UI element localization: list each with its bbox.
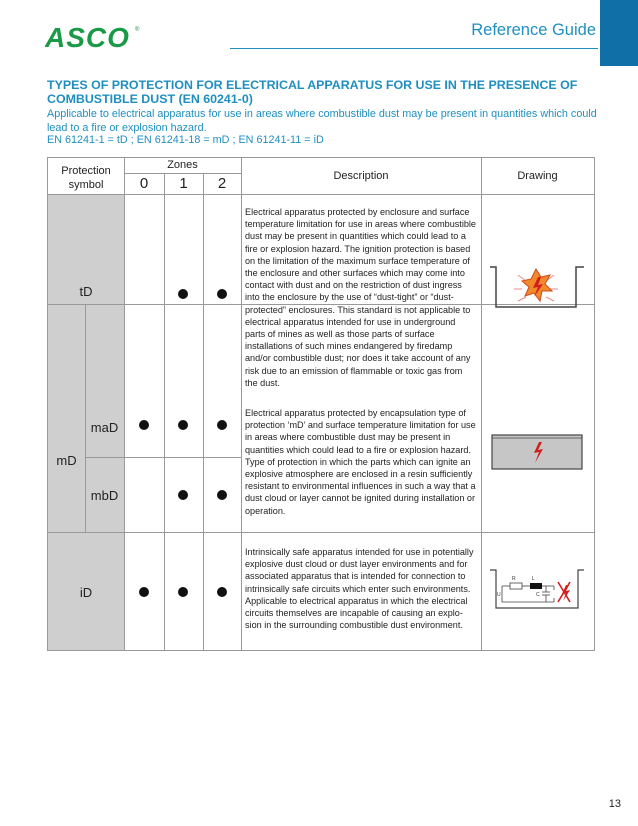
md-description: Electrical apparatus protected by encapsulation type of protection ‘mD’ and surface temperature limitation for use in areas where combustible dust may be present in quantities which could lead to a fire or explosion hazard. Type of protection in which the parts which can ignite an explosive atmosphere are enclosed in a resin sufficiently resistant to environmental influences in such a way that a dust cloud or layer cannot be ignited during installation or operation. — [245, 408, 476, 516]
drawing-header: Drawing — [517, 170, 558, 182]
td-description: Electrical apparatus protected by enclosure and surface temperature limitation for use in areas where combustible dust may be present in quantities which could lead to a fire or explosion hazard. The ignition protection is based on the limitation of the maximum surface temperature of the enclosure and other surfaces which may come into contact with dust and on the restriction of dust ingress into the enclosure by the use of “dust-tight” or “dust-protected” enclosures. This standard is not applicable to electrical apparatus intended for use in underground parts of mines as well as those parts of surface installations of such mines endangered by firedamp and/or combustible dust; nor does it take account of any risk due to an emission of flammable or toxic gas from the dust. — [245, 207, 476, 388]
id-description: Intrinsically safe apparatus intended for use in potentially explosive dust cloud or dust layer environments and for associated apparatus that is intended for connection to intrinsically safe circuits which enter such environments. Applicable to electrical apparatus in which the electrical circuits themselves are incapable of causing an explo-sion in the surrounding combustible dust environment. — [245, 547, 474, 631]
zone-0-header: 0 — [139, 175, 149, 192]
zone-2-header: 2 — [217, 175, 227, 192]
td-zone-2-dot — [217, 289, 227, 299]
standard-equivalence: EN 61241-1 = tD ; EN 61241-18 = mD ; EN 61241-11 = iD — [47, 134, 324, 146]
mbd-zone-2-dot — [217, 490, 227, 500]
protection-symbol-header: Protection symbol — [61, 165, 111, 191]
svg-text:®: ® — [135, 27, 140, 33]
page-number: 13 — [608, 798, 621, 810]
protection-table — [47, 157, 595, 651]
circuit-r-label: R — [512, 576, 516, 582]
zone-1-header: 1 — [179, 175, 188, 192]
id-zone-0-dot — [139, 587, 149, 597]
asco-logo — [45, 22, 145, 57]
zones-header: Zones — [167, 159, 198, 171]
description-header: Description — [333, 170, 389, 182]
id-zone-1-dot — [178, 587, 188, 597]
mbd-symbol: mbD — [90, 488, 119, 503]
header-rule — [230, 48, 598, 49]
id-zone-2-dot — [217, 587, 227, 597]
heated-enclosure-icon — [488, 263, 588, 316]
page-tab — [600, 0, 638, 66]
section-intro: Applicable to electrical apparatus for use in areas where combustible dust may be present in quantities which could lead to a fire or explosion hazard. — [47, 108, 597, 134]
mad-zone-1-dot — [178, 420, 188, 430]
td-symbol: tD — [79, 284, 93, 299]
mad-zone-2-dot — [217, 420, 227, 430]
md-symbol: mD — [56, 453, 77, 468]
circuit-u-label: U — [497, 592, 501, 598]
encapsulation-icon — [491, 434, 583, 475]
mad-symbol: maD — [90, 420, 119, 435]
section-title: TYPES OF PROTECTION FOR ELECTRICAL APPARATUS FOR USE IN THE PRESENCE OF COMBUSTIBLE DUST (EN 60241-0) — [47, 78, 578, 106]
td-zone-1-dot — [178, 289, 188, 299]
svg-text:ASCO: ASCO — [45, 22, 130, 52]
circuit-c-label: C — [536, 592, 540, 598]
mbd-zone-1-dot — [178, 490, 188, 500]
mad-zone-0-dot — [139, 420, 149, 430]
intrinsic-safety-circuit-icon — [488, 568, 588, 617]
circuit-l-label: L — [532, 576, 535, 582]
guide-title: Reference Guide — [471, 21, 596, 39]
id-symbol: iD — [79, 585, 93, 600]
